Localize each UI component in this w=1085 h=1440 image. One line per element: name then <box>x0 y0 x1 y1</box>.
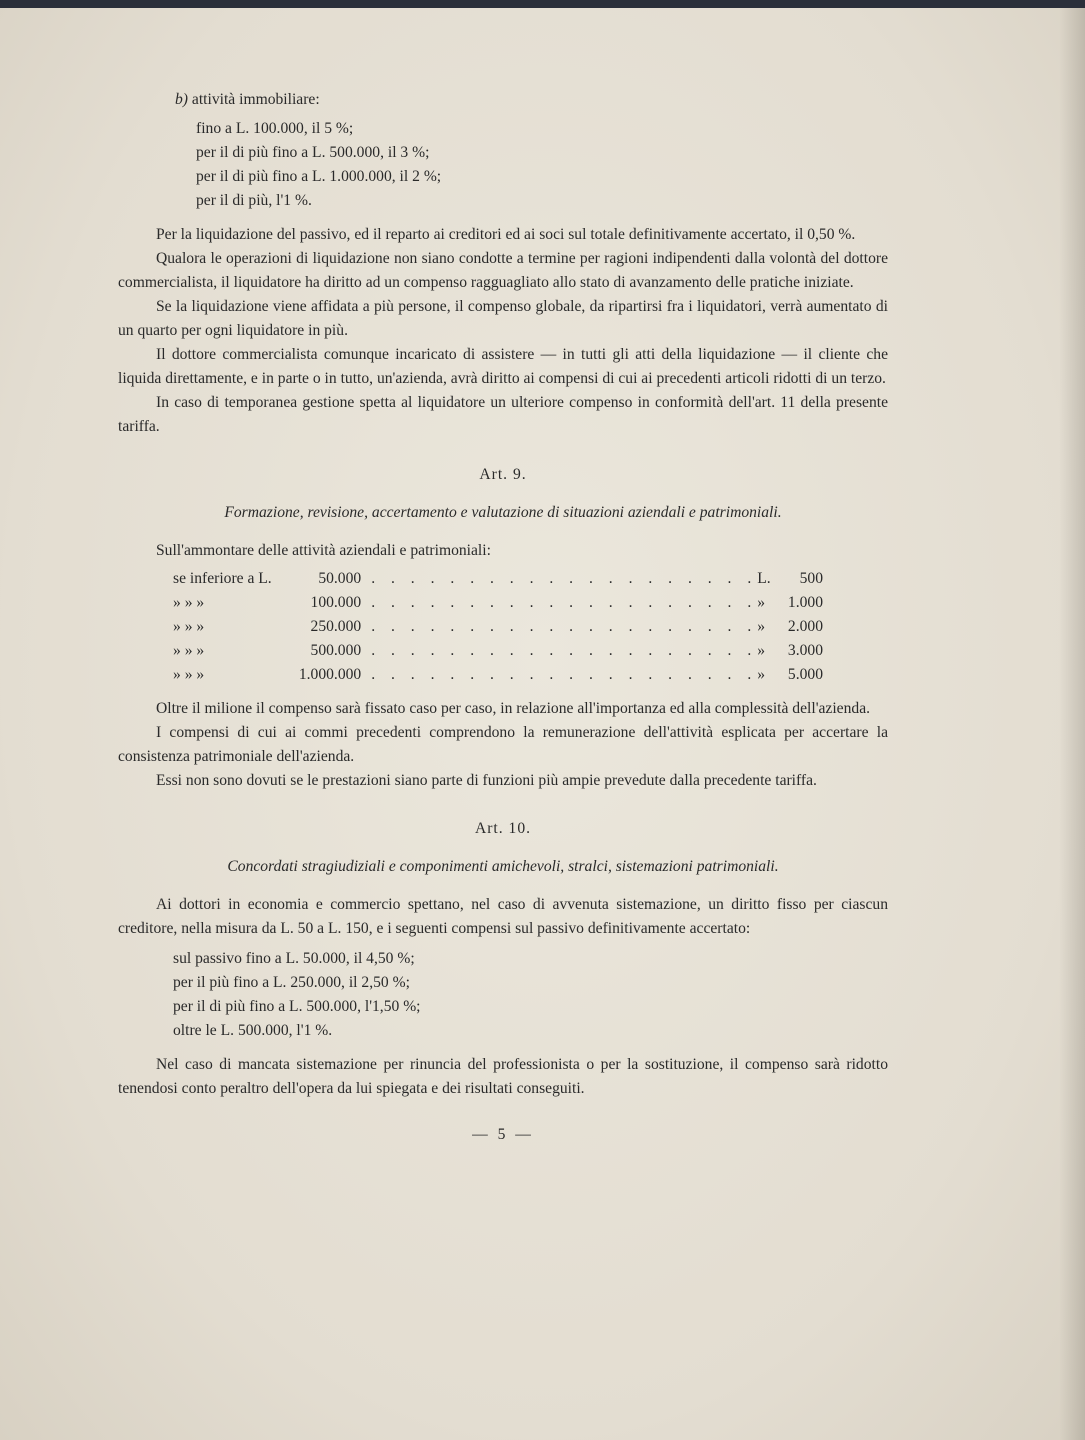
article-title: Concordati stragiudiziali e componimenti amichevoli, stralci, sistemazioni patrimoniali. <box>227 858 779 875</box>
fee-table <box>173 567 823 687</box>
row-prefix: » » » <box>173 642 205 659</box>
row-prefix: se inferiore a L. <box>173 570 272 587</box>
paragraph: In caso di temporanea gestione spetta al liquidatore un ulteriore compenso in conformità dell'art. 11 della presente tariffa. <box>118 394 888 435</box>
section-b-rates <box>118 117 888 213</box>
paragraph: Per la liquidazione del passivo, ed il reparto ai creditori ed ai soci sul totale definitivamente accertato, il 0,50 %. <box>156 226 856 243</box>
table-row <box>173 639 823 663</box>
paragraph: I compensi di cui ai commi precedenti comprendono la remunerazione dell'attività esplicata per accertare la consistenza patrimoniale dell'azienda. <box>118 724 888 765</box>
paragraph: Se la liquidazione viene affidata a più persone, il compenso globale, da ripartirsi fra i liquidatori, verrà aumentato di un quarto per ogni liquidatore in più. <box>118 298 888 339</box>
article-heading: Art. 10. <box>474 820 532 837</box>
row-unit: L. <box>757 570 771 587</box>
page-spine-shadow <box>1059 8 1085 1440</box>
section-b-heading <box>175 88 888 112</box>
row-fee: 1.000 <box>787 594 823 611</box>
table-row <box>173 591 823 615</box>
table-row <box>173 615 823 639</box>
row-amount: 250.000 <box>310 618 362 635</box>
section-b-title: attività immobiliare: <box>191 91 320 108</box>
rate-item: oltre le L. 500.000, l'1 %. <box>173 1022 333 1039</box>
rate-item: per il di più fino a L. 500.000, l'1,50 %; <box>173 998 421 1015</box>
paragraph: Il dottore commercialista comunque incaricato di assistere — in tutti gli atti della liquidazione — il cliente che liquida direttamente, e in parte o in tutto, un'azienda, avrà diritto ai compensi di cui ai precedenti articoli ridotti di un terzo. <box>118 346 888 387</box>
paragraph: Oltre il milione il compenso sarà fissato caso per caso, in relazione all'importanza ed alla complessità dell'azienda. <box>156 700 871 717</box>
row-amount: 1.000.000 <box>298 666 362 683</box>
page-number: — 5 — <box>472 1126 534 1143</box>
row-leader-dots: . . . . . . . . . . . . . . . . . . . . <box>371 570 758 587</box>
row-leader-dots: . . . . . . . . . . . . . . . . . . . . <box>371 666 758 683</box>
row-fee: 2.000 <box>787 618 823 635</box>
rate-item: per il di più, l'1 %. <box>196 192 312 209</box>
table-row <box>173 567 823 591</box>
rate-item: fino a L. 100.000, il 5 %; <box>196 120 354 137</box>
row-unit: » <box>757 594 766 611</box>
row-prefix: » » » <box>173 594 205 611</box>
row-leader-dots: . . . . . . . . . . . . . . . . . . . . <box>371 618 758 635</box>
row-fee: 500 <box>799 570 823 587</box>
paragraph: Essi non sono dovuti se le prestazioni siano parte di funzioni più ampie prevedute dalla precedente tariffa. <box>156 772 817 789</box>
row-unit: » <box>757 642 766 659</box>
rate-item: per il di più fino a L. 500.000, il 3 %; <box>196 144 430 161</box>
art10-rates <box>118 947 888 1043</box>
paragraph: Nel caso di mancata sistemazione per rinuncia del professionista o per la sostituzione, il compenso sarà ridotto tenendosi conto peraltro dell'opera da lui spiegata e dei risultati conseguiti. <box>118 1056 888 1097</box>
paragraph: Qualora le operazioni di liquidazione non siano condotte a termine per ragioni indipendenti dalla volontà del dottore commercialista, il liquidatore ha diritto ad un compenso ragguagliato allo stato di avanzamento delle pratiche iniziate. <box>118 250 888 291</box>
rate-item: per il più fino a L. 250.000, il 2,50 %; <box>173 974 410 991</box>
article-title: Formazione, revisione, accertamento e valutazione di situazioni aziendali e patrimoniali. <box>224 504 782 521</box>
row-fee: 5.000 <box>787 666 823 683</box>
rate-item: per il di più fino a L. 1.000.000, il 2 %; <box>196 168 442 185</box>
row-leader-dots: . . . . . . . . . . . . . . . . . . . . <box>371 594 758 611</box>
row-unit: » <box>757 618 766 635</box>
table-row <box>173 663 823 687</box>
article-intro: Sull'ammontare delle attività aziendali e patrimoniali: <box>156 542 491 559</box>
row-prefix: » » » <box>173 666 205 683</box>
row-prefix: » » » <box>173 618 205 635</box>
rate-item: sul passivo fino a L. 50.000, il 4,50 %; <box>173 950 415 967</box>
row-amount: 100.000 <box>310 594 362 611</box>
row-unit: » <box>757 666 766 683</box>
section-b-label: b) <box>175 91 188 108</box>
article-intro: Ai dottori in economia e commercio spettano, nel caso di avvenuta sistemazione, un diritto fisso per ciascun creditore, nella misura da L. 50 a L. 150, e i seguenti compensi sul passivo definitivamente accertato: <box>118 896 888 937</box>
row-leader-dots: . . . . . . . . . . . . . . . . . . . . <box>371 642 758 659</box>
row-amount: 500.000 <box>310 642 362 659</box>
article-heading: Art. 9. <box>479 466 527 483</box>
page-body <box>118 88 888 1147</box>
row-amount: 50.000 <box>318 570 362 587</box>
row-fee: 3.000 <box>787 642 823 659</box>
